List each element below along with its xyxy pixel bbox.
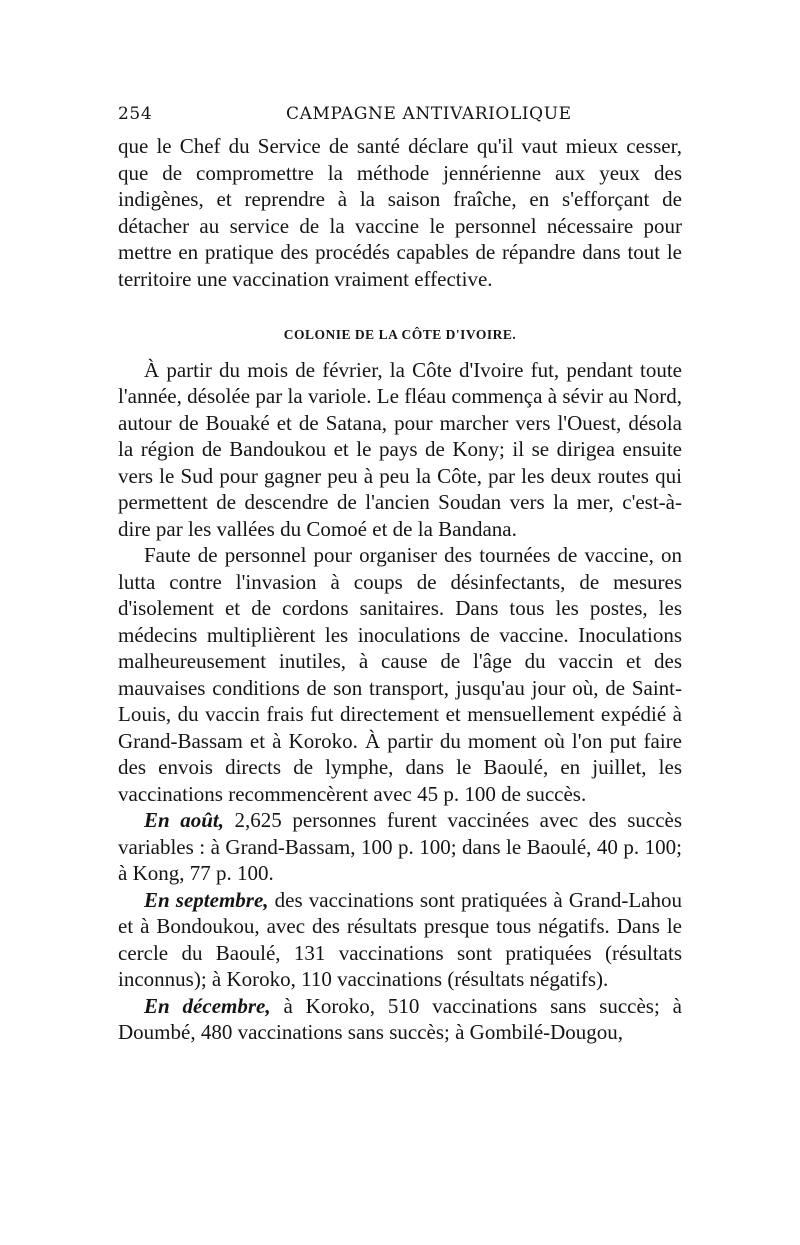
- paragraph-body: des vaccinations sont pratiquées à Grand-Lahou et à Bondoukou, avec des résultats presque tous négatifs. Dans le cercle du Baoulé, 131 vaccinations sont pratiquées (résultats inconnus); à Koroko, 110 vaccinations (résultats négatifs).: [118, 887, 682, 991]
- running-title: CAMPAGNE ANTIVARIOLIQUE: [286, 104, 572, 124]
- section-heading: COLONIE DE LA CÔTE D'IVOIRE.: [283, 327, 517, 342]
- paragraph-body: à Koroko, 510 vaccinations sans succès; à Doumbé, 480 vaccinations sans succès; à Gombilé-Dougou,: [118, 993, 682, 1044]
- paragraph: À partir du mois de février, la Côte d'Ivoire fut, pendant toute l'année, désolée par la variole. Le fléau commença à sévir au Nord, autour de Bouaké et de Satana, pour marcher vers l'Ouest, désola la région de Bandoukou et le pays de Kony; il se dirigea ensuite vers le Sud pour gagner peu à peu la Côte, par les deux routes qui permettent de descendre de l'ancien Soudan vers la mer, c'est-à-dire par les vallées du Comoé et de la Bandana.: [118, 357, 682, 541]
- paragraph: Faute de personnel pour organiser des tournées de vaccine, on lutta contre l'invasion à coups de désinfectants, de mesures d'isolement et de cordons sanitaires. Dans tous les postes, les médecins multiplièrent les inoculations de vaccine. Inoculations malheureusement inutiles, à cause de l'âge du vaccin et des mauvaises conditions de son transport, jusqu'au jour où, de Saint-Louis, du vaccin frais fut directement et mensuellement expédié à Grand-Bassam et à Koroko. À partir du moment où l'on put faire des envois directs de lymphe, dans le Baoulé, en juillet, les vaccinations recommencèrent avec 45 p. 100 de succès.: [118, 543, 682, 806]
- paragraph: [118, 887, 682, 993]
- paragraph-lead: En août,: [144, 808, 224, 832]
- paragraph-lead: En décembre,: [144, 993, 271, 1018]
- body-text: [118, 133, 682, 1046]
- paragraph-lead: En septembre,: [144, 887, 269, 912]
- paragraph: [118, 807, 682, 887]
- page-number: 254: [118, 104, 153, 124]
- paragraph-continuation: que le Chef du Service de santé déclare qu'il vaut mieux cesser, que de compromettre la méthode jennérienne aux yeux des indigènes, et reprendre à la saison fraîche, en s'efforçant de détacher au service de la vaccine le personnel nécessaire pour mettre en pratique des procédés capables de répandre dans tout le territoire une vaccination vraiment effective.: [118, 134, 682, 291]
- paragraph: [118, 993, 682, 1046]
- paragraph-body: 2,625 personnes furent vaccinées avec des succès variables : à Grand-Bassam, 100 p. 100; dans le Baoulé, 40 p. 100; à Kong, 77 p. 100.: [118, 808, 683, 885]
